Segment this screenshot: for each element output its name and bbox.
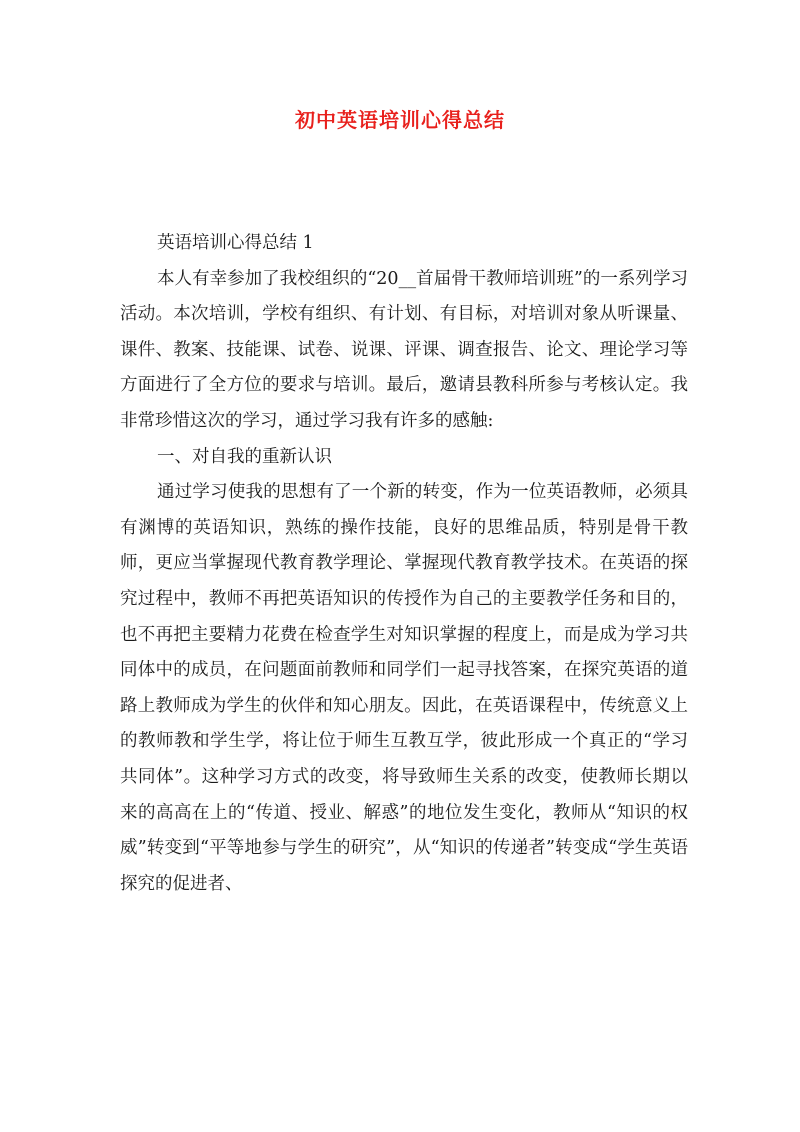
- paragraph-self-reflection: 通过学习使我的思想有了一个新的转变，作为一位英语教师，必须具有渊博的英语知识，熟练的操作技能，良好的思维品质，特别是骨干教师，更应当掌握现代教育教学理论、掌握现代教育教学技术。在英语的探究过程中，教师不再把英语知识的传授作为自己的主要教学任务和目的，也不再把主要精力花费在检查学生对知识掌握的程度上，而是成为学习共同体中的成员，在问题面前教师和同学们一起寻找答案，在探究英语的道路上教师成为学生的伙伴和知心朋友。因此，在英语课程中，传统意义上的教师教和学生学，将让位于师生互教互学，彼此形成一个真正的“学习共同体”。这种学习方式的改变，将导致师生关系的改变，使教师长期以来的高高在上的“传道、授业、解惑”的地位发生变化，教师从“知识的权威”转变到“平等地参与学生的研究”，从“知识的传递者”转变成“学生英语探究的促进者、: [120, 482, 688, 894]
- paragraph-intro: 本人有幸参加了我校组织的“20__首届骨干教师培训班”的一系列学习活动。本次培训，学校有组织、有计划、有目标，对培训对象从听课量、课件、教案、技能课、试卷、说课、评课、调查报告、论文、理论学习等方面进行了全方位的要求与培训。最后，邀请县教科所参与考核认定。我非常珍惜这次的学习，通过学习我有许多的感触:: [120, 268, 688, 431]
- section-title: 英语培训心得总结 1: [157, 233, 314, 253]
- document-title: 初中英语培训心得总结: [295, 108, 505, 132]
- subheading-self-reflection: 一、对自我的重新认识: [157, 446, 332, 467]
- document-body: [120, 226, 688, 902]
